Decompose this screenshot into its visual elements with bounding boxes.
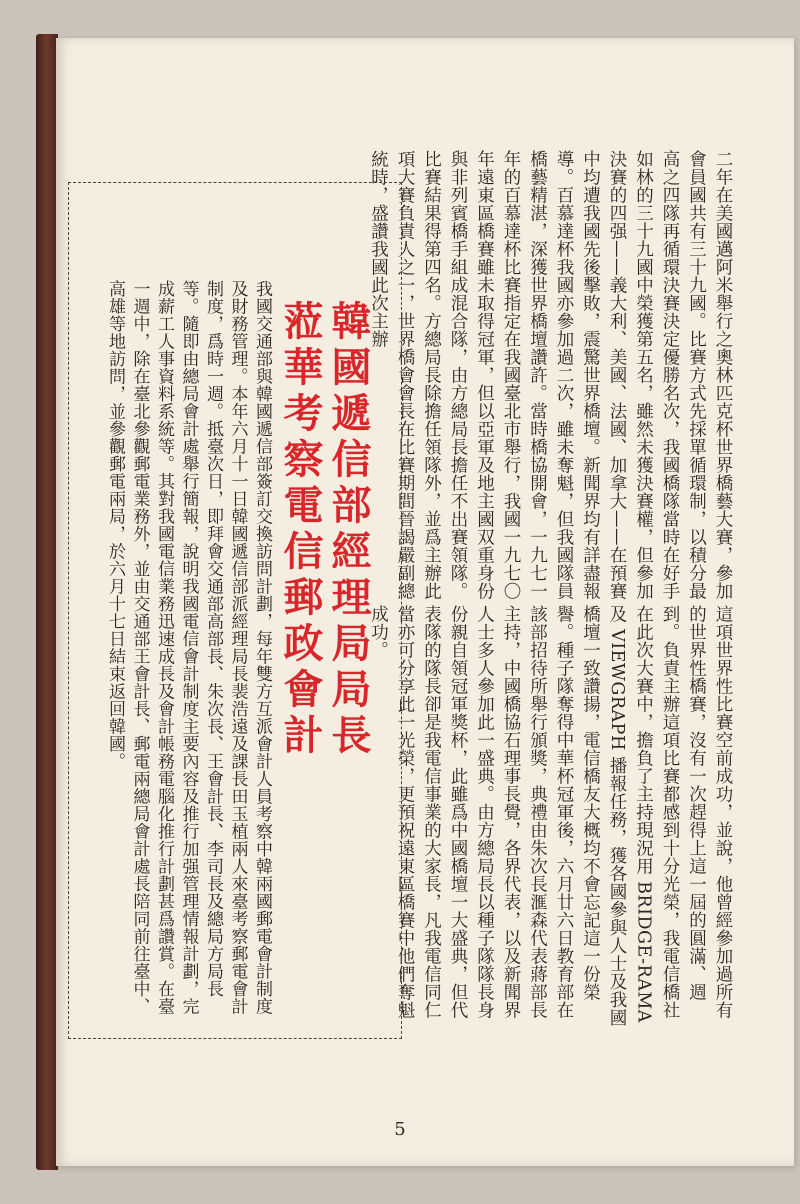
title-line-1: 韓國遞信部經理局局長 bbox=[325, 300, 372, 760]
lower-article-body: 這項世界性比賽空前成功，並說，他曾經參加過所有的世界性橋賽，沒有一次趕得上這一屆的圓滿、週到。負責主辦這項比賽都感到十分光榮，我電信橋社在此次大賽中，擔負了主持現況用 BRIDGE-RAMA 及 VIEWGRAPH 播報任務，獲各國參與人士及我國橋壇一致讚揚，電信橋友大概均不會忘記這一份榮譽。種子隊奪得中華杯冠軍後，六月廿六日教育部在該部招待所舉行頒獎，典禮由朱次長滙森代表蔣部長主持，中國橋協石理事長覺，各界代表，以及新聞界人士多人參加此一盛典。由方總局長以種子隊隊長身份親自領冠軍獎杯，此雖爲中國橋壇一大盛典，但代表隊的隊長卻是我電信事業的大家長，凡我電信同仁當亦可分享此一光榮，更預祝遠東區橋賽中他們奪魁成功。 bbox=[368, 605, 733, 1027]
main-article-body: 二年在美國邁阿米舉行之奧林匹克杯世界橋藝大賽，參加會員國共有三十九國。比賽方式先採單循環制，以積分最高之四隊再循環決賽決定優勝名次，我國橋隊當時在好手如林的三十九國中榮獲第五名，雖然未獲決賽權，但參加決賽的四强——義大利、美國、法國、加拿大——在預賽中均遭我國先後擊敗，震驚世界橋壇。新聞界均有詳盡報導。百慕達杯我國亦參加過二次，雖未奪魁，但我國隊員橋藝精湛，深獲世界橋壇讚許。當時橋協開會，一九七一年的百慕達杯比賽指定在我國臺北市舉行，我國一九七〇年遠東區橋賽雖未取得冠軍，但以亞軍及地主國双重身份與非列賓橋手組成混合隊，由方總局長擔任不出賽領隊。比賽結果得第四名。方總局長除擔任領隊外，並爲主辦此項大賽負責人之一，世界橋會會長在比賽期間晉謁嚴副總統時，盛讚我國此次主辦 bbox=[368, 150, 733, 600]
page-number: 5 bbox=[394, 1119, 406, 1140]
boxed-article-title bbox=[272, 300, 372, 860]
title-line-2: 蒞華考察電信郵政會計 bbox=[277, 300, 324, 760]
boxed-article-body: 我國交通部與韓國遞信部簽訂交換訪問計劃，每年雙方互派會計人員考察中韓兩國郵電會計制度及財務管理。本年六月十一日韓國遞信部派經理局長裴浩遠及課長田玉植兩人來臺考察郵電會計制度，爲時一週。抵臺次日，即拜會交通部高部長、朱次長、王會計長、李司長及總局方局長等。隨即由總局會計處舉行簡報，說明我國電信會計制度主要內容及推行加强管理情報計劃，完成薪工人事資料系統等。其對我國電信業務迅速成長及會計帳務電腦化推行計劃甚爲讚賞。在臺一週中，除在臺北參觀郵電業務外，並由交通部王會計長、郵電兩總局會計處長陪同前往臺中、高雄等地訪問，並參觀郵電兩局，於六月十七日結束返回韓國。 bbox=[105, 280, 272, 1015]
book-spine bbox=[36, 34, 58, 1170]
